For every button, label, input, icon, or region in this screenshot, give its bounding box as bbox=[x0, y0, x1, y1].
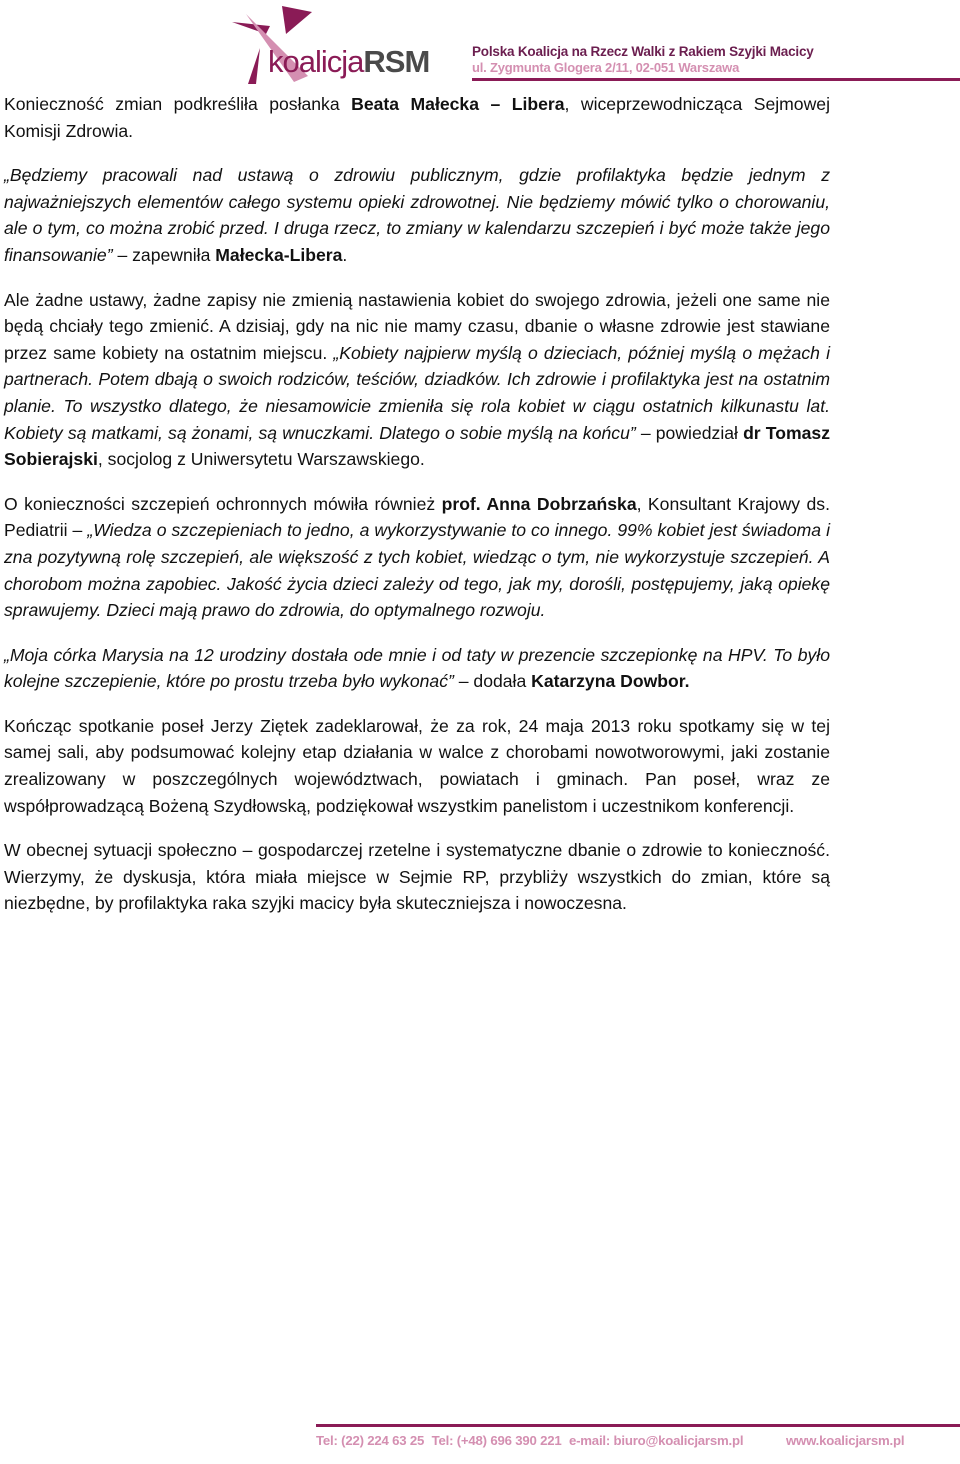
text-run: Beata Małecka – Libera bbox=[351, 94, 565, 114]
organization-name: Polska Koalicja na Rzecz Walki z Rakiem Szyjki Macicy bbox=[472, 44, 814, 59]
paragraph bbox=[4, 287, 830, 473]
document-body bbox=[4, 91, 830, 935]
text-run: – powiedział bbox=[635, 422, 744, 443]
logo-wordmark-part2: RSM bbox=[363, 44, 430, 79]
paragraph bbox=[4, 162, 830, 268]
paragraph bbox=[4, 837, 830, 917]
text-run: O konieczności szczepień ochronnych mówiła również bbox=[4, 493, 442, 514]
text-run: , Konsultant Krajowy ds. Pediatrii – bbox=[4, 493, 830, 541]
footer-website: www.koalicjarsm.pl bbox=[786, 1433, 905, 1448]
text-run: – dodała bbox=[453, 671, 532, 692]
text-run: Katarzyna Dowbor. bbox=[531, 671, 690, 692]
text-run: Małecka-Libera bbox=[215, 244, 343, 265]
text-run: . bbox=[342, 244, 348, 265]
footer-email: e-mail: biuro@koalicjarsm.pl bbox=[568, 1433, 744, 1448]
footer-divider bbox=[316, 1424, 960, 1427]
text-run: Konieczność zmian podkreśliła posłanka bbox=[4, 94, 352, 114]
text-run: „Kobiety najpierw myślą o dzieciach, później myślą o mężach i partnerach. Potem dbają o swoich rodziców, teściów, dziadków. Ich zdrowie i profilaktyka jest na ostatnim planie. To wszystko dlatego, że niesamowicie zmieniła się rola kobiet w ciągu ostatnich kilkunastu lat. Kobiety są matkami, są żonami, są wnuczkami. Dlatego o sobie myślą na końcu” bbox=[4, 342, 830, 443]
paragraph bbox=[4, 642, 830, 695]
paragraph bbox=[4, 713, 830, 819]
header-divider bbox=[472, 78, 960, 81]
text-run: , socjolog z Uniwersytetu Warszawskiego. bbox=[97, 449, 425, 470]
organization-address: ul. Zygmunta Glogera 2/11, 02-051 Warszawa bbox=[472, 60, 740, 75]
footer-contact bbox=[316, 1433, 960, 1448]
text-run: „Moja córka Marysia na 12 urodziny dostała ode mnie i od taty w prezencie szczepionkę na HPV. To było kolejne szczepienie, które po prostu trzeba było wykonać” bbox=[4, 644, 830, 692]
organization-info bbox=[472, 44, 814, 75]
text-run: prof. Anna Dobrzańska bbox=[441, 493, 637, 514]
text-run: – zapewniła bbox=[112, 244, 216, 265]
text-run: Ale żadne ustawy, żadne zapisy nie zmienią nastawienia kobiet do swojego zdrowia, jeżeli one same nie będą chciały tego zmienić. A dzisiaj, gdy na nic nie mamy czasu, dbanie o własne zdrowie jest stawiane przez same kobiety na ostatnim miejscu. bbox=[4, 289, 830, 363]
text-run: dr Tomasz Sobierajski bbox=[4, 422, 830, 470]
paragraph bbox=[4, 91, 830, 144]
footer-phone-1: Tel: (22) 224 63 25 bbox=[316, 1433, 425, 1448]
text-run: „Będziemy pracowali nad ustawą o zdrowiu publicznym, gdzie profilaktyka będzie jednym z najważniejszych elementów całego systemu opieki zdrowotnej. Nie będziemy mówić tylko o chorowaniu, ale o tym, co można zrobić przed. I druga rzecz, to zmiany w kalendarzu szczepień i być może także jego finansowanie” bbox=[4, 165, 830, 265]
text-run: , wiceprzewodnicząca Sejmowej Komisji Zdrowia. bbox=[4, 94, 830, 141]
logo-wordmark-part1: koalicja bbox=[268, 44, 364, 79]
koalicja-rsm-logo bbox=[226, 4, 436, 88]
text-run: Kończąc spotkanie poseł Jerzy Ziętek zadeklarował, że za rok, 24 maja 2013 roku spotkamy się w tej samej sali, aby podsumować kolejny etap działania w walce z chorobami nowotworowymi, jaki zostanie zrealizowany w poszczególnych województwach, powiatach i gminach. Pan poseł, wraz ze współprowadzącą Bożeną Szydłowską, podziękował wszystkim panelistom i uczestnikom konferencji. bbox=[4, 715, 830, 816]
text-run: „Wiedza o szczepieniach to jedno, a wykorzystywanie to co innego. 99% kobiet jest świadoma i zna pozytywną rolę szczepień, ale większość z tych kobiet, wiedząc o tym, nie wykorzystuje szczepień. A chorobom można zapobiec. Jakość życia dzieci zależy od tego, jak my, dorośli, postępujemy, jaką opiekę sprawujemy. Dzieci mają prawo do zdrowia, do optymalnego rozwoju. bbox=[4, 520, 830, 621]
text-run: W obecnej sytuacji społeczno – gospodarczej rzetelne i systematyczne dbanie o zdrowie to konieczność. Wierzymy, że dyskusja, która miała miejsce w Sejmie RP, przybliży wszystkich do zmian, które są niezbędne, by profilaktyka raka szyjki macicy była skuteczniejsza i nowoczesna. bbox=[4, 840, 830, 914]
paragraph bbox=[4, 491, 830, 624]
footer-phone-2: Tel: (+48) 696 390 221 bbox=[431, 1433, 562, 1448]
logo-wordmark bbox=[268, 46, 429, 77]
letterhead bbox=[0, 0, 960, 90]
